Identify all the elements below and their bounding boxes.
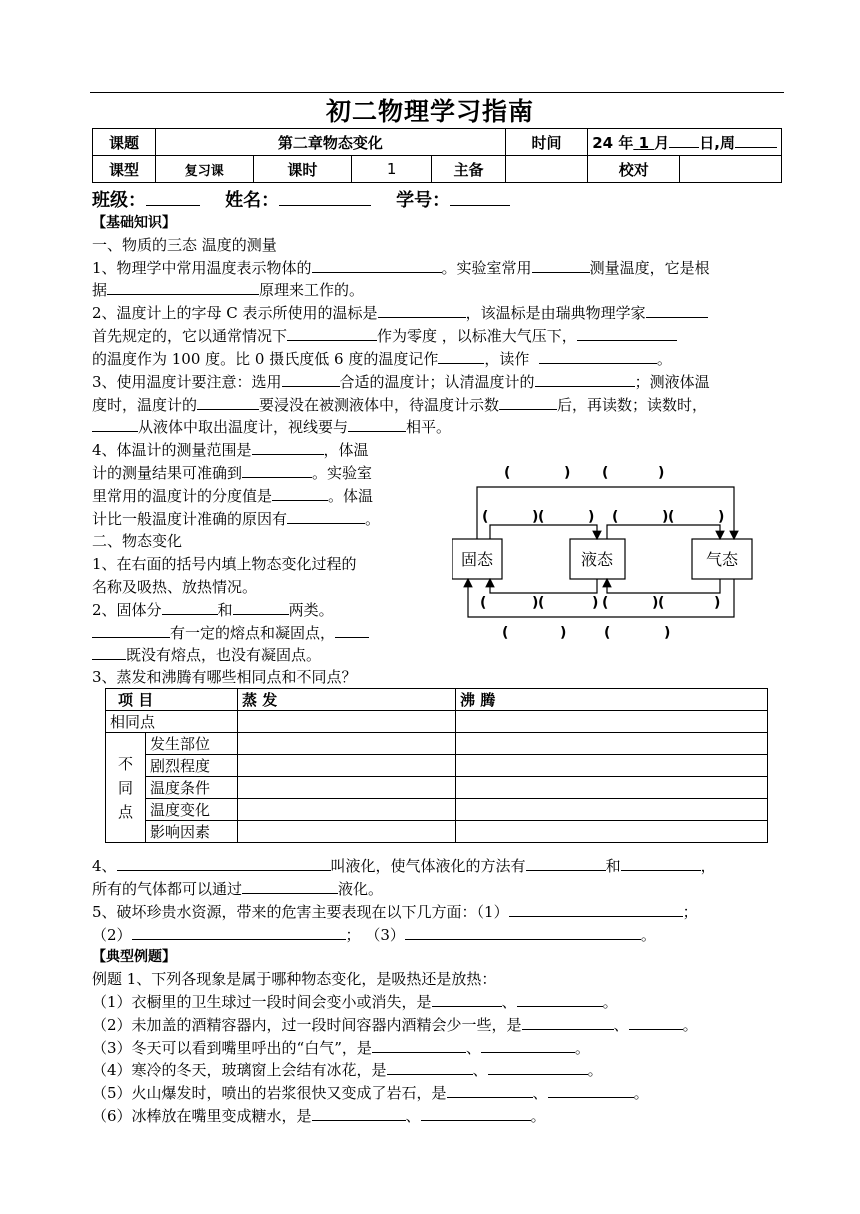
- svg-text:(: (: [602, 595, 609, 611]
- example-item-3: （3）冬天可以看到嘴里呼出的“白气”，是 、 。: [92, 1039, 590, 1057]
- svg-text:(: (: [668, 509, 675, 525]
- p2-line-3: 既没有熔点，也没有凝固点。: [92, 644, 321, 666]
- svg-text:): ): [564, 465, 571, 481]
- lead-value[interactable]: [505, 156, 587, 183]
- cell-same-evap[interactable]: [238, 711, 456, 733]
- row-temp-condition: 温度条件: [146, 777, 238, 799]
- section-basic: 【基础知识】: [92, 215, 176, 231]
- p1-line-1: 1、在右面的括号内填上物态变化过程的: [92, 555, 357, 573]
- row-diff: 不 同 点: [106, 733, 146, 843]
- svg-text:): ): [664, 625, 671, 641]
- row-temp-change: 温度变化: [146, 799, 238, 821]
- q4-line-4: 计比一般温度计准确的原因有 。: [92, 510, 381, 528]
- p2-line-2: 有一定的熔点和凝固点，: [92, 622, 369, 644]
- col-item: 项 目: [106, 689, 238, 711]
- q2-line-1: 2、温度计上的字母 C 表示所使用的温标是 ，该温标是由瑞典物理学家: [92, 302, 708, 324]
- svg-text:(: (: [538, 509, 545, 525]
- lead-label: 主备: [432, 156, 506, 183]
- q4-line-2: 计的测量结果可准确到 。实验室: [92, 464, 373, 482]
- header-table: [92, 128, 782, 183]
- example-item-1: （1）衣橱里的卫生球过一段时间会变小或消失，是 、 。: [92, 993, 618, 1011]
- q2-line-3: 的温度作为 100 度。比 0 摄氏度低 6 度的温度记作 ，读作 。: [92, 350, 672, 368]
- col-boiling: 沸 腾: [456, 689, 768, 711]
- class-blank[interactable]: [146, 188, 200, 206]
- check-value[interactable]: [680, 156, 782, 183]
- svg-text:): ): [532, 595, 539, 611]
- date-month: 1: [638, 133, 649, 152]
- row-factors: 影响因素: [146, 821, 238, 843]
- example-item-4: （4）寒冷的冬天，玻璃窗上会结有冰花，是 、 。: [92, 1061, 603, 1079]
- q1-line-2: 据 原理来工作的。: [92, 281, 365, 299]
- svg-text:): ): [560, 625, 567, 641]
- svg-text:(: (: [658, 595, 665, 611]
- section-1-title: 一、物质的三态 温度的测量: [92, 236, 277, 254]
- weekday-blank[interactable]: [735, 132, 777, 148]
- svg-text:(: (: [480, 595, 487, 611]
- p1-line-2: 名称及吸热、放热情况。: [92, 578, 258, 596]
- svg-text:(: (: [502, 625, 509, 641]
- row-intensity: 剧烈程度: [146, 755, 238, 777]
- svg-text:(: (: [602, 465, 609, 481]
- q2-line-2: 首先规定的，它以通常情况下 作为零度 ，以标准大气压下，: [92, 325, 677, 347]
- evap-boil-table: [105, 688, 768, 843]
- p4-line-1: 4、 叫液化，使气体液化的方法有 和 ，: [92, 857, 716, 875]
- check-label: 校对: [588, 156, 680, 183]
- solid-label: 固态: [460, 550, 494, 569]
- state-change-diagram: [452, 455, 772, 655]
- type-value: 复习课: [155, 156, 253, 183]
- topic-label: 课题: [93, 129, 156, 156]
- svg-text:): ): [588, 509, 595, 525]
- q1-line-1: 1、物理学中常用温度表示物体的 。实验室常用 测量温度，它是根: [92, 259, 710, 277]
- example-item-5: （5）火山爆发时，喷出的岩浆很快又变成了岩石，是 、 。: [92, 1084, 649, 1102]
- solid-to-liquid-arrow: [490, 525, 597, 539]
- example-intro: 例题 1、下列各现象是属于哪种物态变化，是吸热还是放热：: [92, 970, 497, 988]
- svg-text:): ): [714, 595, 721, 611]
- svg-text:(: (: [538, 595, 545, 611]
- svg-text:(: (: [482, 509, 489, 525]
- q3-line-3: 从液体中取出温度计，视线要与 相平。: [92, 416, 451, 438]
- time-label: 时间: [505, 129, 587, 156]
- gas-to-solid-arrow: [468, 579, 734, 617]
- liquid-to-gas-arrow: [607, 525, 720, 539]
- q4-line-3: 里常用的温度计的分度值是 。体温: [92, 487, 374, 505]
- solid-to-gas-arrow: [477, 487, 734, 539]
- student-info: 班级： 姓名： 学号：: [92, 186, 510, 212]
- period-label: 课时: [253, 156, 351, 183]
- topic-value: 第二章物态变化: [155, 129, 505, 156]
- p5-line-2: （2） ； （3） 。: [92, 926, 656, 944]
- liquid-label: 液态: [580, 550, 614, 569]
- liquid-to-solid-arrow: [490, 579, 597, 593]
- svg-text:(: (: [612, 509, 619, 525]
- section-examples: 【典型例题】: [92, 949, 176, 965]
- example-item-2: （2）未加盖的酒精容器内，过一段时间容器内酒精会少一些，是 、 。: [92, 1016, 698, 1034]
- cell-same-boil[interactable]: [456, 711, 768, 733]
- p4-line-2: 所有的气体都可以通过 液化。: [92, 880, 384, 898]
- svg-text:(: (: [504, 465, 511, 481]
- p2-line-1: 2、固体分 和 两类。: [92, 601, 334, 619]
- date-field[interactable]: 24 年 1 月 日,周: [588, 129, 782, 156]
- svg-text:): ): [532, 509, 539, 525]
- name-blank[interactable]: [279, 188, 371, 206]
- svg-text:(: (: [604, 625, 611, 641]
- page-title: 初二物理学习指南: [325, 97, 534, 126]
- col-evaporation: 蒸 发: [238, 689, 456, 711]
- day-blank[interactable]: [669, 132, 699, 148]
- period-value: 1: [352, 156, 432, 183]
- p3-line: 3、蒸发和沸腾有哪些相同点和不同点？: [92, 668, 357, 686]
- svg-text:): ): [718, 509, 725, 525]
- row-location: 发生部位: [146, 733, 238, 755]
- svg-text:): ): [652, 595, 659, 611]
- type-label: 课型: [93, 156, 156, 183]
- row-same: 相同点: [106, 711, 238, 733]
- section-2-title: 二、物态变化: [92, 532, 183, 550]
- svg-text:): ): [592, 595, 599, 611]
- svg-text:): ): [662, 509, 669, 525]
- p5-line-1: 5、破坏珍贵水资源，带来的危害主要表现在以下几方面：（1） ；: [92, 903, 698, 921]
- id-blank[interactable]: [450, 188, 510, 206]
- example-item-6: （6）冰棒放在嘴里变成糖水，是 、 。: [92, 1107, 546, 1125]
- gas-label: 气态: [705, 550, 739, 569]
- q4-line-1: 4、体温计的测量范围是 ，体温: [92, 441, 369, 459]
- q3-line-2: 度时，温度计的 要浸没在被测液体中，待温度计示数 后，再读数；读数时，: [92, 396, 708, 414]
- q3-line-1: 3、使用温度计要注意：选用 合适的温度计；认清温度计的 ；测液体温: [92, 373, 710, 391]
- gas-to-liquid-arrow: [607, 579, 720, 593]
- svg-text:): ): [658, 465, 665, 481]
